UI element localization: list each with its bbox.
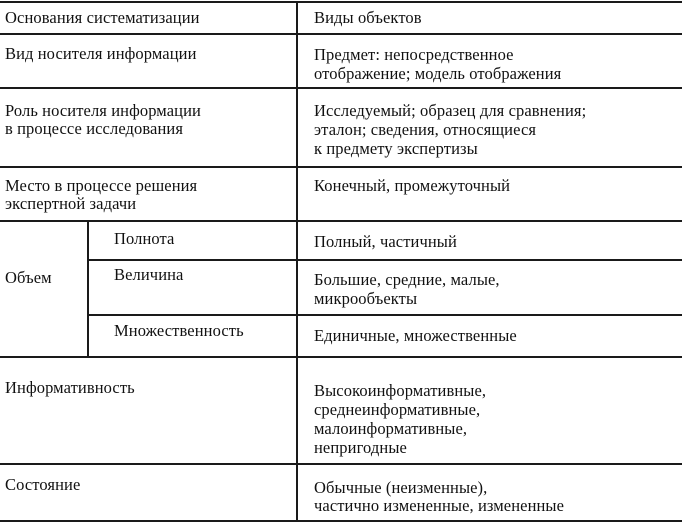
rule-sub2 bbox=[88, 314, 682, 316]
sub1-basis: Полнота bbox=[114, 229, 175, 248]
row6-basis-line1: Состояние bbox=[5, 475, 81, 494]
row1-objects-line1: Предмет: непосредственное bbox=[314, 45, 514, 64]
row1-objects-line2: отображение; модель отображения bbox=[314, 64, 562, 83]
row1-basis-line1: Вид носителя информации bbox=[5, 44, 197, 63]
row2-objects-line3: к предмету экспертизы bbox=[314, 139, 478, 158]
rule-row1 bbox=[0, 87, 682, 89]
rule-row3 bbox=[0, 220, 682, 222]
sub2-objects-line1: Большие, средние, малые, bbox=[314, 270, 500, 289]
rule-row2 bbox=[0, 166, 682, 168]
rule-header-bottom bbox=[0, 33, 682, 35]
row2-objects-line1: Исследуемый; образец для сравнения; bbox=[314, 101, 587, 120]
row6-objects-line1: Обычные (неизменные), bbox=[314, 478, 488, 497]
header-objects: Виды объектов bbox=[314, 8, 422, 27]
row5-objects-line4: непригодные bbox=[314, 438, 407, 457]
rule-row4 bbox=[0, 356, 682, 358]
rule-bottom bbox=[0, 520, 682, 522]
row5-objects-line2: среднеинформативные, bbox=[314, 400, 481, 419]
row3-basis-line2: экспертной задачи bbox=[5, 194, 137, 213]
row5-objects-line3: малоинформативные, bbox=[314, 419, 468, 438]
header-basis: Основания систематизации bbox=[5, 8, 200, 27]
row5-basis-line1: Информативность bbox=[5, 378, 135, 397]
row3-basis-line1: Место в процессе решения bbox=[5, 176, 198, 195]
row2-objects-line2: эталон; сведения, относящиеся bbox=[314, 120, 537, 139]
sub3-basis: Множественность bbox=[114, 321, 244, 340]
row3-objects-line1: Конечный, промежуточный bbox=[314, 176, 511, 195]
row6-objects-line2: частично измененные, измененные bbox=[314, 496, 565, 515]
sub2-objects-line2: микрообъекты bbox=[314, 289, 418, 308]
rule-sub1 bbox=[88, 259, 682, 261]
row2-basis-line2: в процессе исследования bbox=[5, 119, 184, 138]
row5-objects-line1: Высокоинформативные, bbox=[314, 381, 487, 400]
row2-basis-line1: Роль носителя информации bbox=[5, 101, 201, 120]
rule-column-divider bbox=[296, 1, 298, 522]
sub3-objects-line1: Единичные, множественные bbox=[314, 326, 517, 345]
rule-row5 bbox=[0, 463, 682, 465]
sub2-basis: Величина bbox=[114, 265, 184, 284]
rule-group-divider bbox=[87, 220, 89, 358]
rule-top bbox=[0, 1, 682, 3]
sub1-objects-line1: Полный, частичный bbox=[314, 232, 457, 251]
group-volume-label: Объем bbox=[5, 268, 52, 287]
